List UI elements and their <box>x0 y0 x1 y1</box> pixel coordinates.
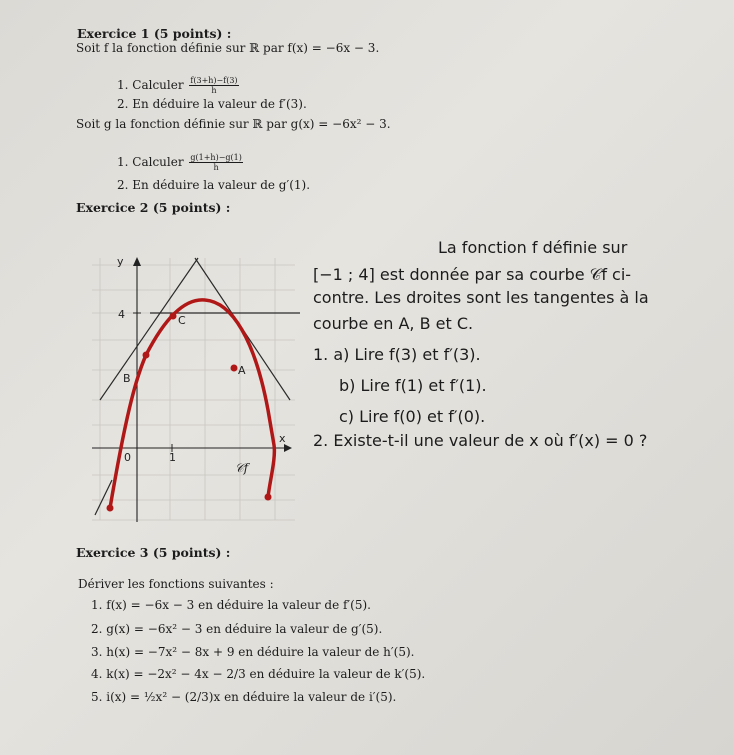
ex1-q4: 2. En déduire la valeur de g′(1). <box>117 178 311 192</box>
y-axis-label: y <box>117 255 124 268</box>
ex1-title: Exercice 1 (5 points) : <box>77 26 232 41</box>
ex1-q3-label: 1. Calculer <box>117 155 184 169</box>
ex2-qa: 1. a) Lire f(3) et f′(3). <box>313 345 481 364</box>
y-axis-arrow-icon <box>133 257 141 266</box>
ex1-q2: 2. En déduire la valeur de f′(3). <box>117 97 307 111</box>
ex1-q3-numerator: g(1+h)−g(1) <box>190 153 242 162</box>
ex1-intro-g: Soit g la fonction définie sur ℝ par g(x) = −6x² − 3. <box>76 117 391 131</box>
ex2-desc-2: [−1 ; 4] est donnée par sa courbe 𝒞f ci- <box>313 265 632 284</box>
ex2-title: Exercice 2 (5 points) : <box>76 200 231 215</box>
ex3-item-4: 4. k(x) = −2x² − 4x − 2/3 en déduire la valeur de k′(5). <box>91 667 426 681</box>
curve-start-point <box>107 505 114 512</box>
ex2-desc-3: contre. Les droites sont les tangentes à la <box>313 288 649 307</box>
ex1-q1-denominator: h <box>211 86 217 95</box>
ex1-q3-denominator: h <box>213 163 219 172</box>
ex2-desc-1: La fonction f définie sur <box>438 238 628 257</box>
ex3-intro: Dériver les fonctions suivantes : <box>78 577 274 591</box>
ex1-q1-label: 1. Calculer <box>117 78 184 92</box>
curve-end-point <box>265 494 272 501</box>
x-axis-arrow-icon <box>284 444 292 452</box>
label-point-B: B <box>123 372 131 385</box>
ex2-desc-4: courbe en A, B et C. <box>313 314 474 333</box>
label-curve-cf: 𝒞f <box>235 461 249 475</box>
point-B <box>143 352 150 359</box>
point-A <box>231 365 238 372</box>
tick-label-4: 4 <box>118 308 125 321</box>
x-axis-label: x <box>279 432 286 445</box>
curve-cf <box>110 300 274 508</box>
point-C <box>170 313 177 320</box>
ex3-title: Exercice 3 (5 points) : <box>76 545 231 560</box>
ex1-intro-f: Soit f la fonction définie sur ℝ par f(x) = −6x − 3. <box>76 41 380 55</box>
ex1-q1-numerator: f(3+h)−f(3) <box>190 76 238 85</box>
tangent-at-B <box>100 258 198 400</box>
ex2-qb: b) Lire f(1) et f′(1). <box>339 376 487 395</box>
ex2-q2: 2. Existe-t-il une valeur de x où f′(x) = 0 ? <box>313 431 648 450</box>
label-point-A: A <box>238 364 246 377</box>
label-point-C: C <box>178 314 186 327</box>
ex2-qc: c) Lire f(0) et f′(0). <box>339 407 486 426</box>
tick-label-1: 1 <box>169 451 176 464</box>
tick-label-0: 0 <box>124 451 131 464</box>
ex3-item-1: 1. f(x) = −6x − 3 en déduire la valeur de f′(5). <box>91 598 371 612</box>
ex3-item-5: 5. i(x) = ½x² − (2/3)x en déduire la valeur de i′(5). <box>91 690 397 704</box>
ex3-item-3: 3. h(x) = −7x² − 8x + 9 en déduire la valeur de h′(5). <box>91 645 415 659</box>
ex3-item-2: 2. g(x) = −6x² − 3 en déduire la valeur de g′(5). <box>91 622 383 636</box>
